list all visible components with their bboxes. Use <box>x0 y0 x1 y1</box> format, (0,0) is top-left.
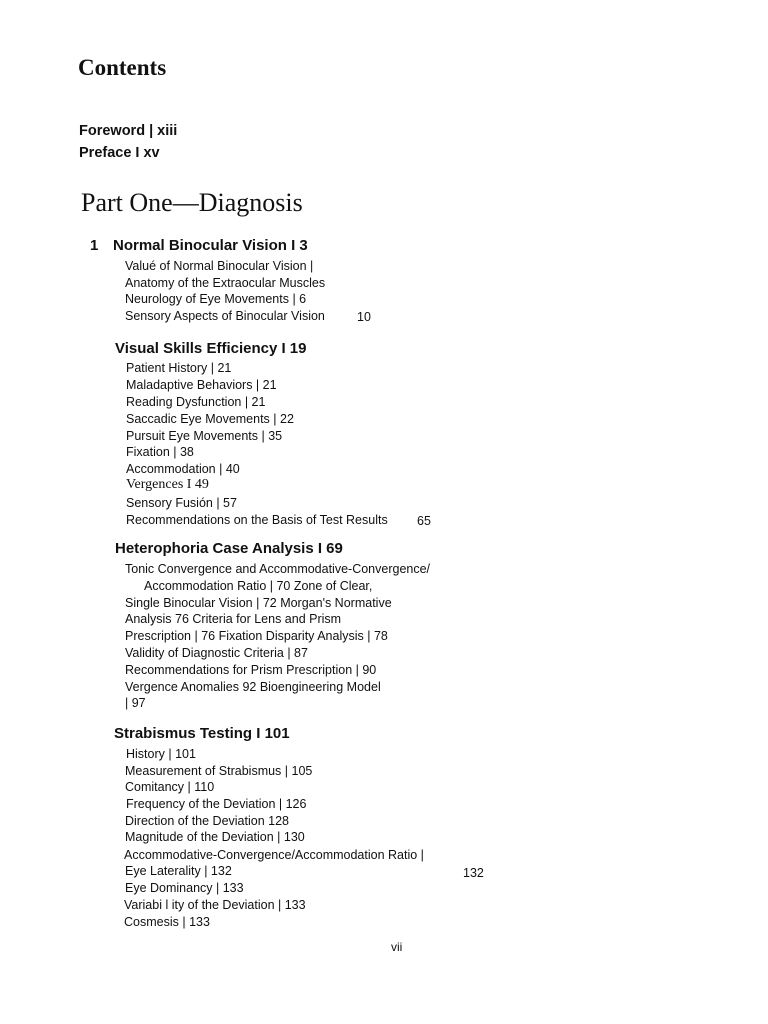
toc-entry: Direction of the Deviation 128 <box>125 814 289 828</box>
chapter-title: Heterophoria Case Analysis I 69 <box>115 540 343 557</box>
toc-entry: History | 101 <box>126 747 196 761</box>
toc-entry: Accommodation Ratio | 70 Zone of Clear, <box>144 579 373 593</box>
toc-entry: Measurement of Strabismus | 105 <box>125 764 313 778</box>
toc-entry: | 97 <box>125 696 146 710</box>
toc-entry: Eye Dominancy | 133 <box>125 881 244 895</box>
part-title: Part One—Diagnosis <box>81 188 303 217</box>
toc-entry: Fixation | 38 <box>126 445 194 459</box>
toc-entry: Accommodative-Convergence/Accommodation Ratio | <box>124 848 424 862</box>
toc-entry: Vergence Anomalies 92 Bioengineering Model <box>125 680 381 694</box>
toc-entry: Patient History | 21 <box>126 361 232 375</box>
toc-entry: Validity of Diagnostic Criteria | 87 <box>125 646 308 660</box>
front-matter-preface: Preface I xv <box>79 145 160 161</box>
toc-entry: Analysis 76 Criteria for Lens and Prism <box>125 612 342 626</box>
toc-entry: Pursuit Eye Movements | 35 <box>126 429 283 443</box>
toc-entry: Valué of Normal Binocular Vision | <box>125 259 314 273</box>
page-title: Contents <box>78 55 167 80</box>
toc-entry: Sensory Aspects of Binocular Vision <box>125 309 325 323</box>
toc-entry: Prescription | 76 Fixation Disparity Analysis | 78 <box>125 629 388 643</box>
chapter-title: Normal Binocular Vision I 3 <box>113 237 308 254</box>
toc-entry: Recommendations for Prism Prescription | 90 <box>125 663 377 677</box>
front-matter-foreword: Foreword | xiii <box>79 123 178 139</box>
chapter-title: Visual Skills Efficiency I 19 <box>115 340 307 357</box>
toc-entry: Variabi l ity of the Deviation | 133 <box>124 898 306 912</box>
toc-entry: Neurology of Eye Movements | 6 <box>125 292 307 306</box>
toc-entry: Saccadic Eye Movements | 22 <box>126 412 294 426</box>
toc-entry: Tonic Convergence and Accommodative-Convergence/ <box>125 562 431 576</box>
page-number: vii <box>391 940 403 954</box>
toc-page-number: 65 <box>417 514 431 528</box>
toc-entry: Eye Laterality | 132 <box>125 864 232 878</box>
toc-entry: Magnitude of the Deviation | 130 <box>125 830 305 844</box>
toc-entry: Single Binocular Vision | 72 Morgan's Normative <box>125 596 392 610</box>
toc-entry: Frequency of the Deviation | 126 <box>126 797 307 811</box>
toc-entry: Cosmesis | 133 <box>124 915 210 929</box>
toc-entry: Accommodation | 40 <box>126 462 240 476</box>
toc-page-number: 132 <box>463 866 484 880</box>
toc-entry: Maladaptive Behaviors | 21 <box>126 378 277 392</box>
chapter-number: 1 <box>90 237 99 254</box>
toc-entry: Sensory Fusión | 57 <box>126 496 237 510</box>
toc-entry: Anatomy of the Extraocular Muscles <box>125 276 326 290</box>
toc-entry: Comitancy | 110 <box>125 780 215 794</box>
toc-entry: Vergences I 49 <box>126 477 209 492</box>
toc-entry: Recommendations on the Basis of Test Results <box>126 513 388 527</box>
toc-page-number: 10 <box>357 310 371 324</box>
toc-entry: Reading Dysfunction | 21 <box>126 395 266 409</box>
chapter-title: Strabismus Testing I 101 <box>114 725 290 742</box>
